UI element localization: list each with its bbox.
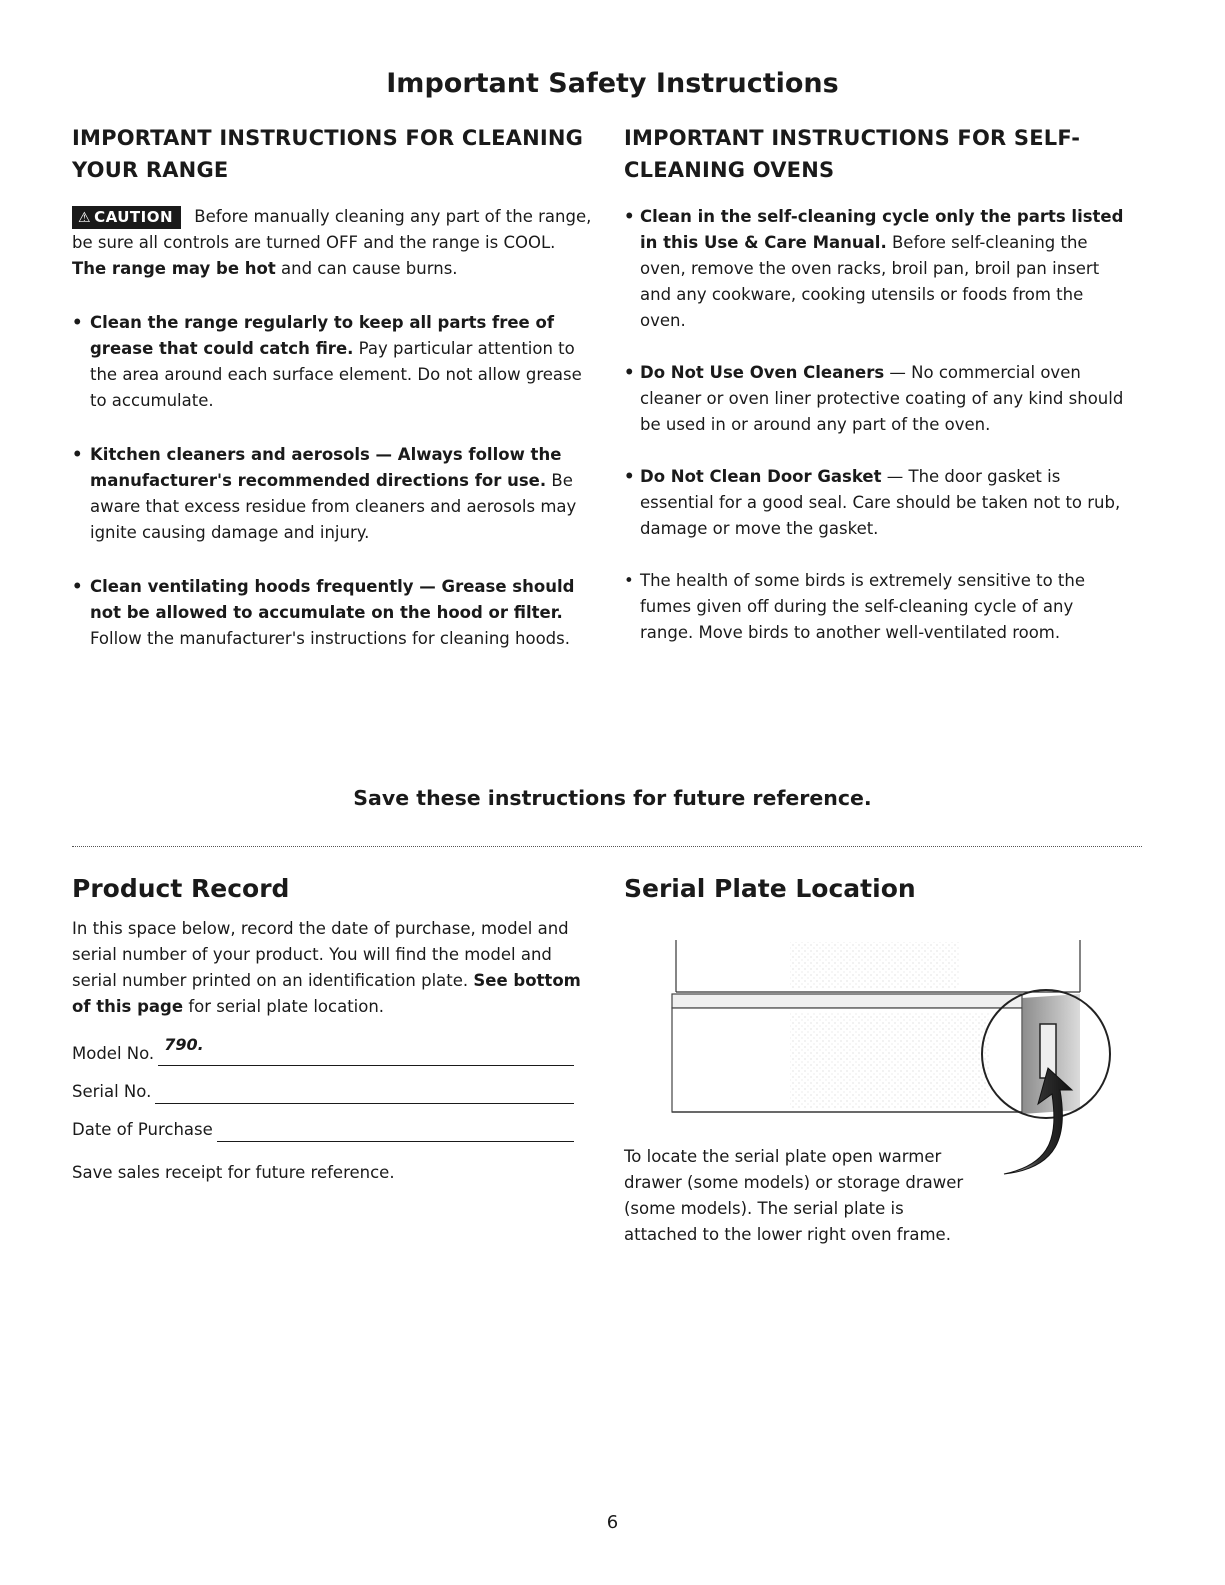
model-field[interactable]	[158, 1035, 574, 1066]
divider	[72, 846, 1142, 847]
bullet-text: Be aware that excess residue from cleaners and aerosols may ignite causing damage and injury.	[90, 471, 577, 542]
record-fields	[72, 1035, 574, 1142]
date-line	[72, 1118, 574, 1142]
page-title: Important Safety Instructions	[386, 68, 839, 99]
list-item	[72, 442, 592, 546]
bullet-text: Before self-cleaning the oven, remove the oven racks, broil pan, broil pan insert and any cookware, cooking utensils or foods from the oven.	[640, 233, 1100, 330]
product-record-section	[72, 872, 592, 1203]
bullet-text: — No commercial oven cleaner or oven liner protective coating of any kind should be used in or around any part of the oven.	[640, 363, 1124, 434]
serial-field[interactable]	[155, 1081, 574, 1104]
serial-plate-section	[624, 872, 1124, 916]
serial-label: Serial No.	[72, 1082, 152, 1101]
list-item	[72, 574, 592, 652]
caution-paragraph	[72, 204, 592, 282]
save-instructions: Save these instructions for future reference.	[353, 786, 872, 810]
serial-plate-diagram	[660, 938, 1120, 1178]
oven-frame	[1022, 994, 1080, 1114]
model-value: 790.	[164, 1035, 204, 1054]
record-bold: See bottom of this page	[72, 971, 581, 1016]
bullet-bold: Clean ventilating hoods frequently — Grease should not be allowed to accumulate on the hood or filter.	[90, 577, 575, 622]
self-cleaning-heading: IMPORTANT INSTRUCTIONS FOR SELF-CLEANING OVENS	[624, 126, 1081, 182]
record-intro-2: for serial plate location.	[188, 997, 385, 1016]
page-number: 6	[606, 1512, 619, 1533]
cleaning-range-section	[72, 122, 592, 680]
model-label: Model No.	[72, 1044, 155, 1063]
bullet-bold: Do Not Use Oven Cleaners	[640, 363, 885, 382]
self-cleaning-section	[624, 122, 1124, 672]
bullet-bold: Kitchen cleaners and aerosols — Always follow the manufacturer's recommended directions for use.	[90, 445, 562, 490]
list-item	[624, 360, 1124, 438]
caution-badge	[72, 206, 181, 229]
bullet-bold: Clean the range regularly to keep all parts free of grease that could catch fire.	[90, 313, 554, 358]
record-intro: In this space below, record the date of purchase, model and serial number of your product. You will find the model and serial number printed on an identification plate.	[72, 919, 569, 990]
list-item	[624, 568, 1124, 646]
caution-label: CAUTION	[94, 208, 174, 226]
bullet-text: — The door gasket is essential for a good seal. Care should be taken not to rub, damage or move the gasket.	[640, 467, 1121, 538]
bullet-text: Pay particular attention to the area around each surface element. Do not allow grease to accumulate.	[90, 339, 582, 410]
product-record-title: Product Record	[72, 874, 290, 903]
bullet-bold: Clean in the self-cleaning cycle only the parts listed in this Use & Care Manual.	[640, 207, 1124, 252]
drawer	[672, 994, 1022, 1112]
caution-bold: The range may be hot	[72, 259, 276, 278]
model-line	[72, 1035, 574, 1066]
bullet-text: Follow the manufacturer's instructions for cleaning hoods.	[90, 629, 570, 648]
product-record-text	[72, 916, 592, 1020]
list-item	[624, 464, 1124, 542]
cleaning-range-heading: IMPORTANT INSTRUCTIONS FOR CLEANING YOUR RANGE	[72, 126, 584, 182]
list-item	[624, 204, 1124, 334]
caution-text-1: Before manually cleaning any part of the range, be sure all controls are turned OFF and the range is COOL.	[72, 207, 592, 252]
serial-line	[72, 1080, 574, 1104]
serial-plate-title: Serial Plate Location	[624, 874, 916, 903]
list-item	[72, 310, 592, 414]
date-field[interactable]	[217, 1119, 574, 1142]
bullet-bold: Do Not Clean Door Gasket	[640, 467, 882, 486]
caution-text-2: and can cause burns.	[281, 259, 458, 278]
serial-plate-caption: To locate the serial plate open warmer drawer (some models) or storage drawer (some models). The serial plate is attached to the lower right oven frame.	[624, 1147, 964, 1244]
warning-triangle-icon: ⚠	[78, 210, 92, 226]
receipt-note: Save sales receipt for future reference.	[72, 1163, 395, 1182]
bullet-text: The health of some birds is extremely sensitive to the fumes given off during the self-cleaning cycle of any range. Move birds to another well-ventilated room.	[640, 571, 1085, 642]
date-label: Date of Purchase	[72, 1120, 213, 1139]
range-outline	[676, 940, 1080, 992]
